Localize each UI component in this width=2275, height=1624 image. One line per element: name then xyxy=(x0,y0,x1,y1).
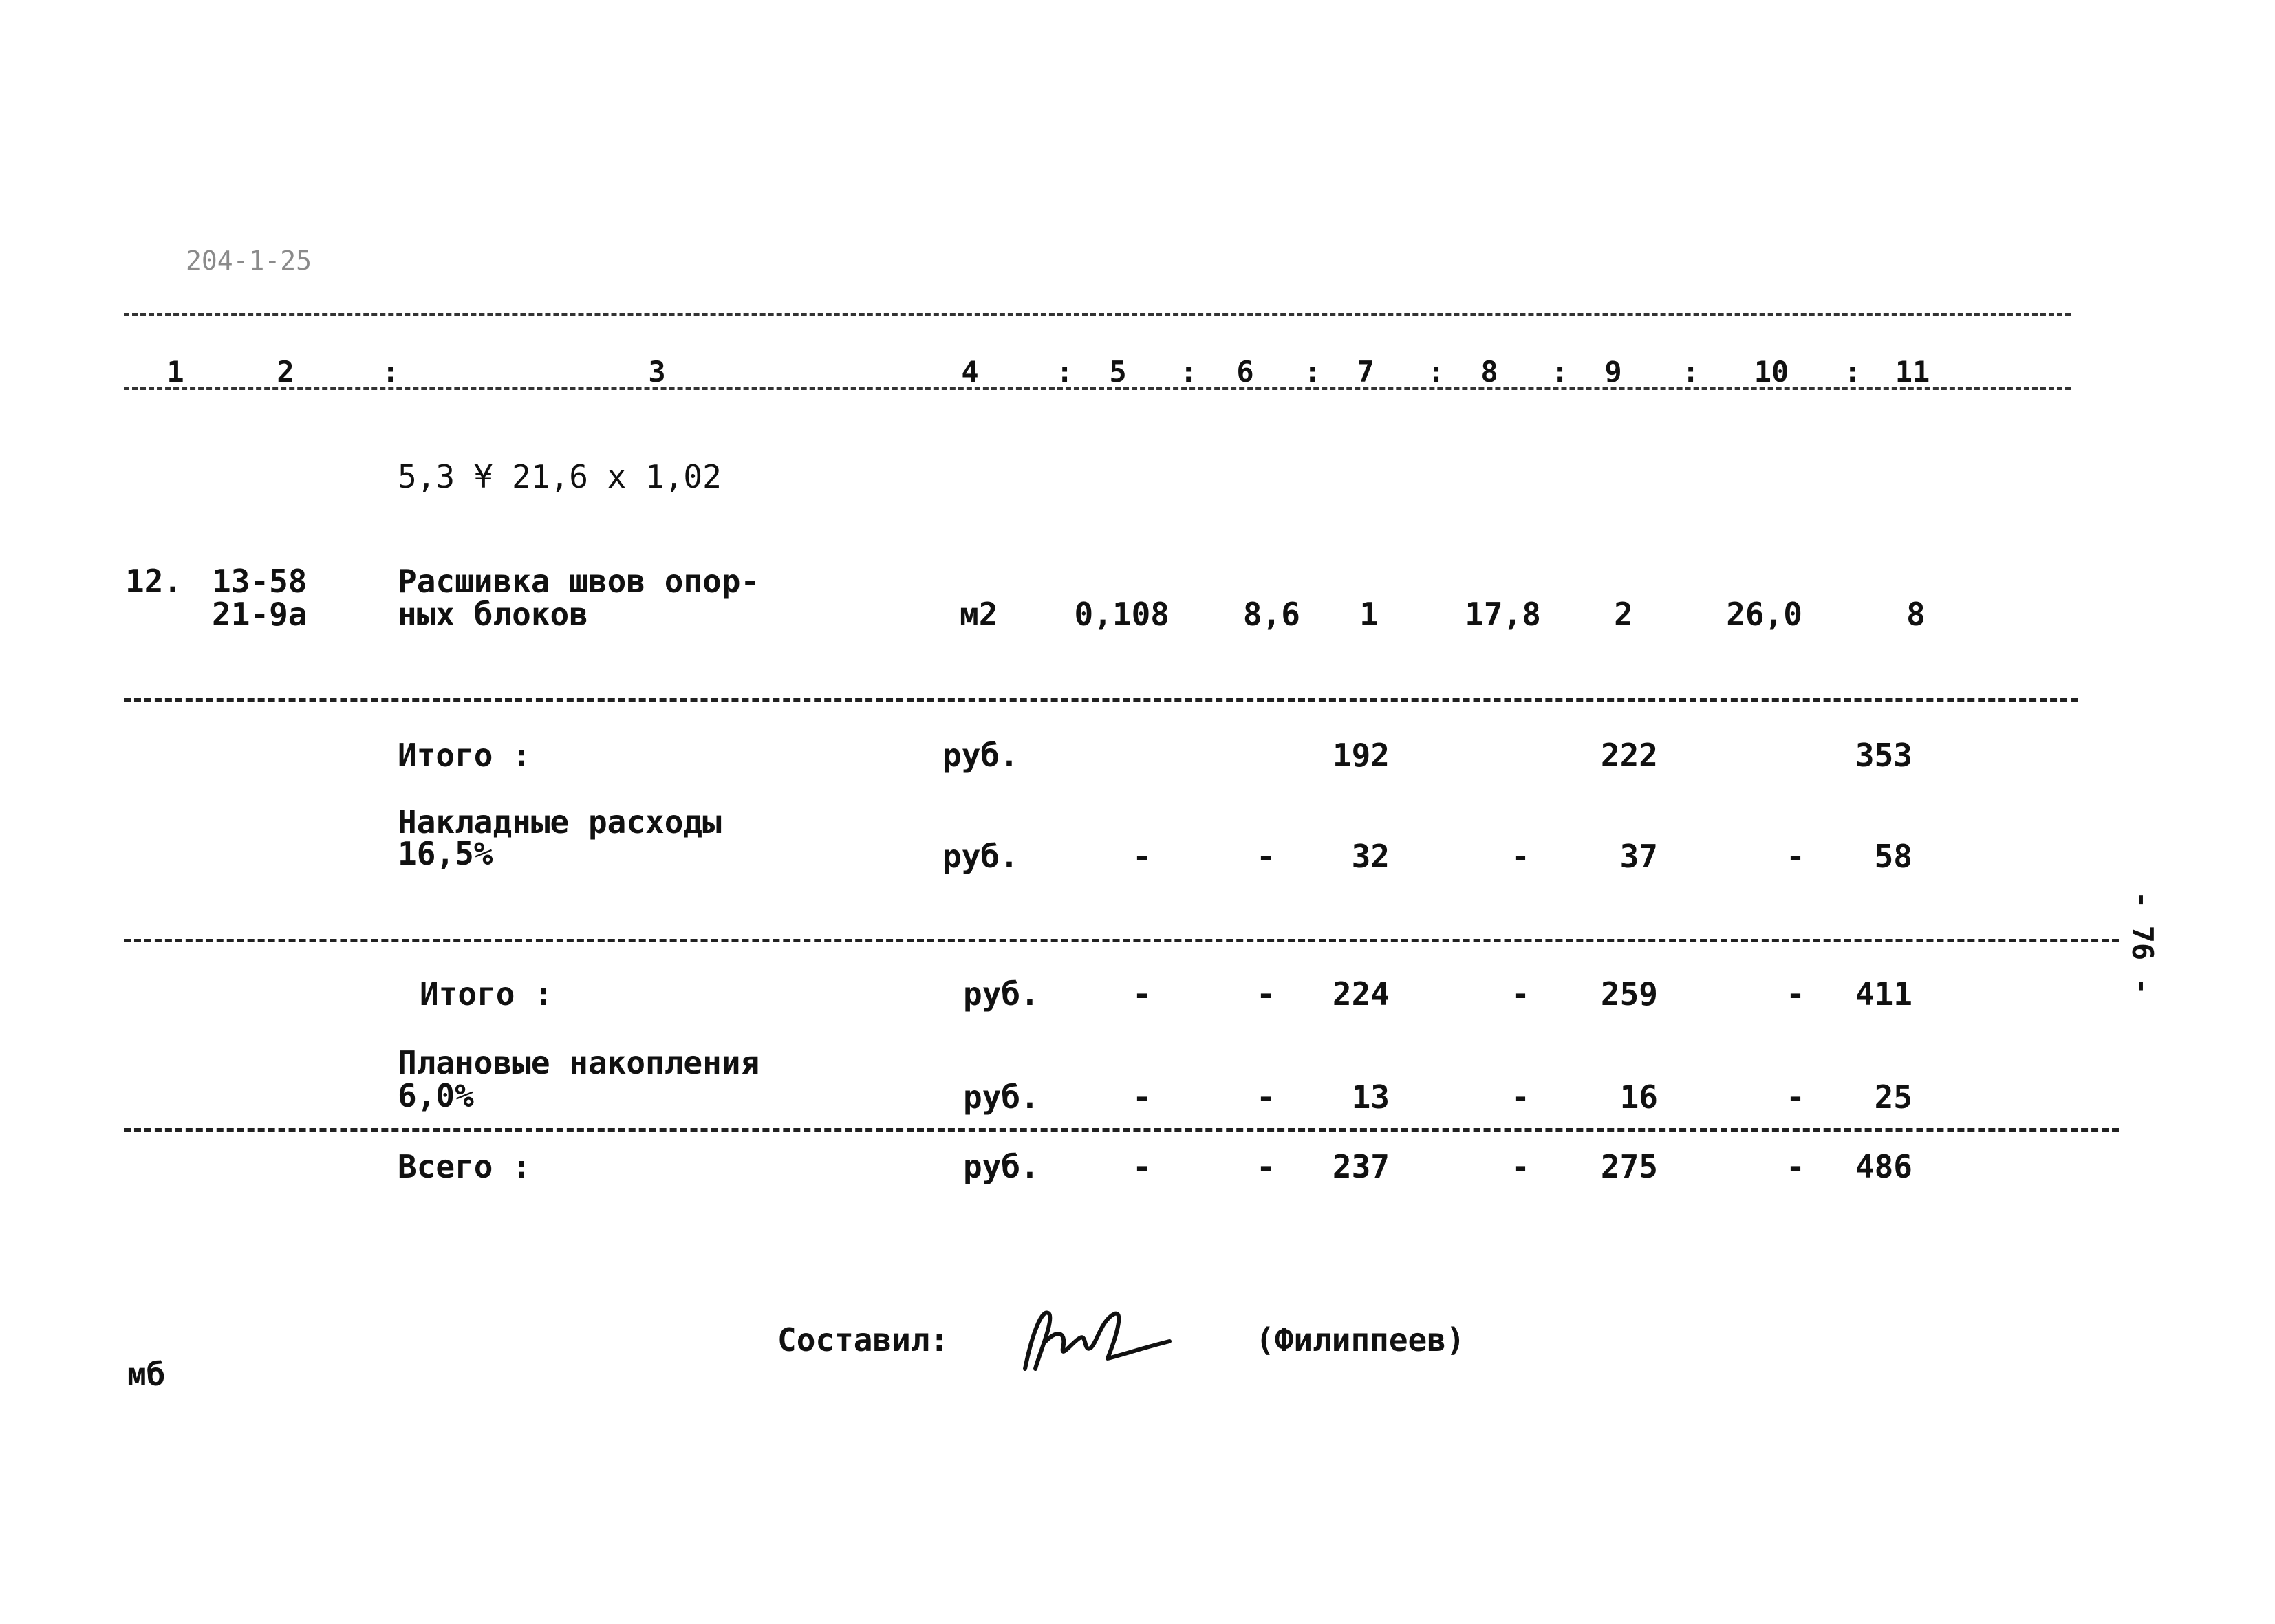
summary-dash: - xyxy=(1132,1079,1152,1116)
column-number: 3 xyxy=(648,355,666,389)
summary-dash: - xyxy=(1256,975,1275,1013)
document-code: 204-1-25 xyxy=(186,246,312,276)
summary-dash: - xyxy=(1511,1148,1530,1185)
summary-cost: 237 xyxy=(1332,1148,1390,1185)
item-code: 13-58 xyxy=(212,563,308,600)
item-value: 8 xyxy=(1906,596,1926,633)
summary-dash: - xyxy=(1132,838,1152,875)
summary-cost: 353 xyxy=(1855,737,1912,774)
section-rule xyxy=(124,1128,2119,1132)
summary-cost: 275 xyxy=(1600,1148,1658,1185)
summary-unit: руб. xyxy=(942,838,1019,875)
summary-dash: - xyxy=(1786,975,1805,1013)
summary-cost: 16 xyxy=(1619,1079,1658,1116)
summary-unit: руб. xyxy=(963,1079,1039,1116)
signature xyxy=(1011,1293,1190,1389)
summary-dash: - xyxy=(1511,975,1530,1013)
column-separator: : xyxy=(1682,355,1700,389)
column-separator: : xyxy=(1056,355,1074,389)
summary-rate: 6,0% xyxy=(398,1077,474,1114)
summary-cost: 486 xyxy=(1855,1148,1912,1185)
compiled-by-label: Составил: xyxy=(777,1321,949,1358)
item-description: ных блоков xyxy=(398,596,588,633)
item-value: 2 xyxy=(1614,596,1633,633)
summary-dash: - xyxy=(1132,975,1152,1013)
summary-cost: 37 xyxy=(1619,838,1658,875)
item-number: 12. xyxy=(125,563,183,600)
column-number: 6 xyxy=(1236,355,1254,389)
summary-rate: 16,5% xyxy=(398,835,493,872)
item-description: Расшивка швов опор- xyxy=(398,563,760,600)
item-value: 0,108 xyxy=(1074,596,1169,633)
page-number: - 76 - xyxy=(2126,891,2159,995)
summary-dash: - xyxy=(1256,838,1275,875)
summary-unit: руб. xyxy=(963,1148,1039,1185)
column-number: 4 xyxy=(961,355,979,389)
summary-cost: 224 xyxy=(1332,975,1390,1013)
summary-dash: - xyxy=(1511,1079,1530,1116)
summary-cost: 58 xyxy=(1874,838,1912,875)
summary-dash: - xyxy=(1132,1148,1152,1185)
summary-cost: 13 xyxy=(1351,1079,1390,1116)
column-number: 5 xyxy=(1109,355,1127,389)
column-separator: : xyxy=(1180,355,1198,389)
column-number: 11 xyxy=(1895,355,1930,389)
column-number: 2 xyxy=(277,355,294,389)
summary-label: Плановые накопления xyxy=(398,1044,760,1081)
section-rule xyxy=(124,698,2078,702)
summary-dash: - xyxy=(1256,1079,1275,1116)
summary-dash: - xyxy=(1786,1148,1805,1185)
summary-label: Итого : xyxy=(398,737,531,774)
column-separator: : xyxy=(1844,355,1862,389)
column-separator: : xyxy=(1304,355,1322,389)
item-value: 8,6 xyxy=(1242,596,1300,633)
summary-label: Итого : xyxy=(420,975,553,1013)
compiler-name: (Филиппеев) xyxy=(1255,1321,1465,1358)
corner-mark: мб xyxy=(127,1356,166,1393)
item-code: 21-9a xyxy=(212,596,308,633)
column-separator: : xyxy=(382,355,400,389)
section-rule xyxy=(124,939,2119,942)
summary-label: Всего : xyxy=(398,1148,531,1185)
header-top-rule xyxy=(124,313,2071,316)
column-separator: : xyxy=(1551,355,1569,389)
item-value: 1 xyxy=(1359,596,1379,633)
item-unit: м2 xyxy=(960,596,998,633)
summary-cost: 25 xyxy=(1874,1079,1912,1116)
summary-dash: - xyxy=(1511,838,1530,875)
column-number: 9 xyxy=(1604,355,1622,389)
header-bottom-rule xyxy=(124,387,2071,390)
summary-cost: 259 xyxy=(1600,975,1658,1013)
summary-unit: руб. xyxy=(942,737,1019,774)
summary-dash: - xyxy=(1786,838,1805,875)
summary-cost: 411 xyxy=(1855,975,1912,1013)
column-number: 10 xyxy=(1754,355,1789,389)
item-value: 26,0 xyxy=(1726,596,1802,633)
summary-cost: 192 xyxy=(1332,737,1390,774)
quantity-formula: 5,3 ¥ 21,6 x 1,02 xyxy=(398,458,722,495)
column-number: 1 xyxy=(166,355,184,389)
summary-label: Накладные расходы xyxy=(398,803,722,841)
summary-unit: руб. xyxy=(963,975,1039,1013)
summary-cost: 32 xyxy=(1351,838,1390,875)
column-separator: : xyxy=(1427,355,1445,389)
summary-dash: - xyxy=(1256,1148,1275,1185)
column-number: 7 xyxy=(1357,355,1374,389)
summary-cost: 222 xyxy=(1600,737,1658,774)
summary-dash: - xyxy=(1786,1079,1805,1116)
item-value: 17,8 xyxy=(1465,596,1541,633)
column-number: 8 xyxy=(1480,355,1498,389)
